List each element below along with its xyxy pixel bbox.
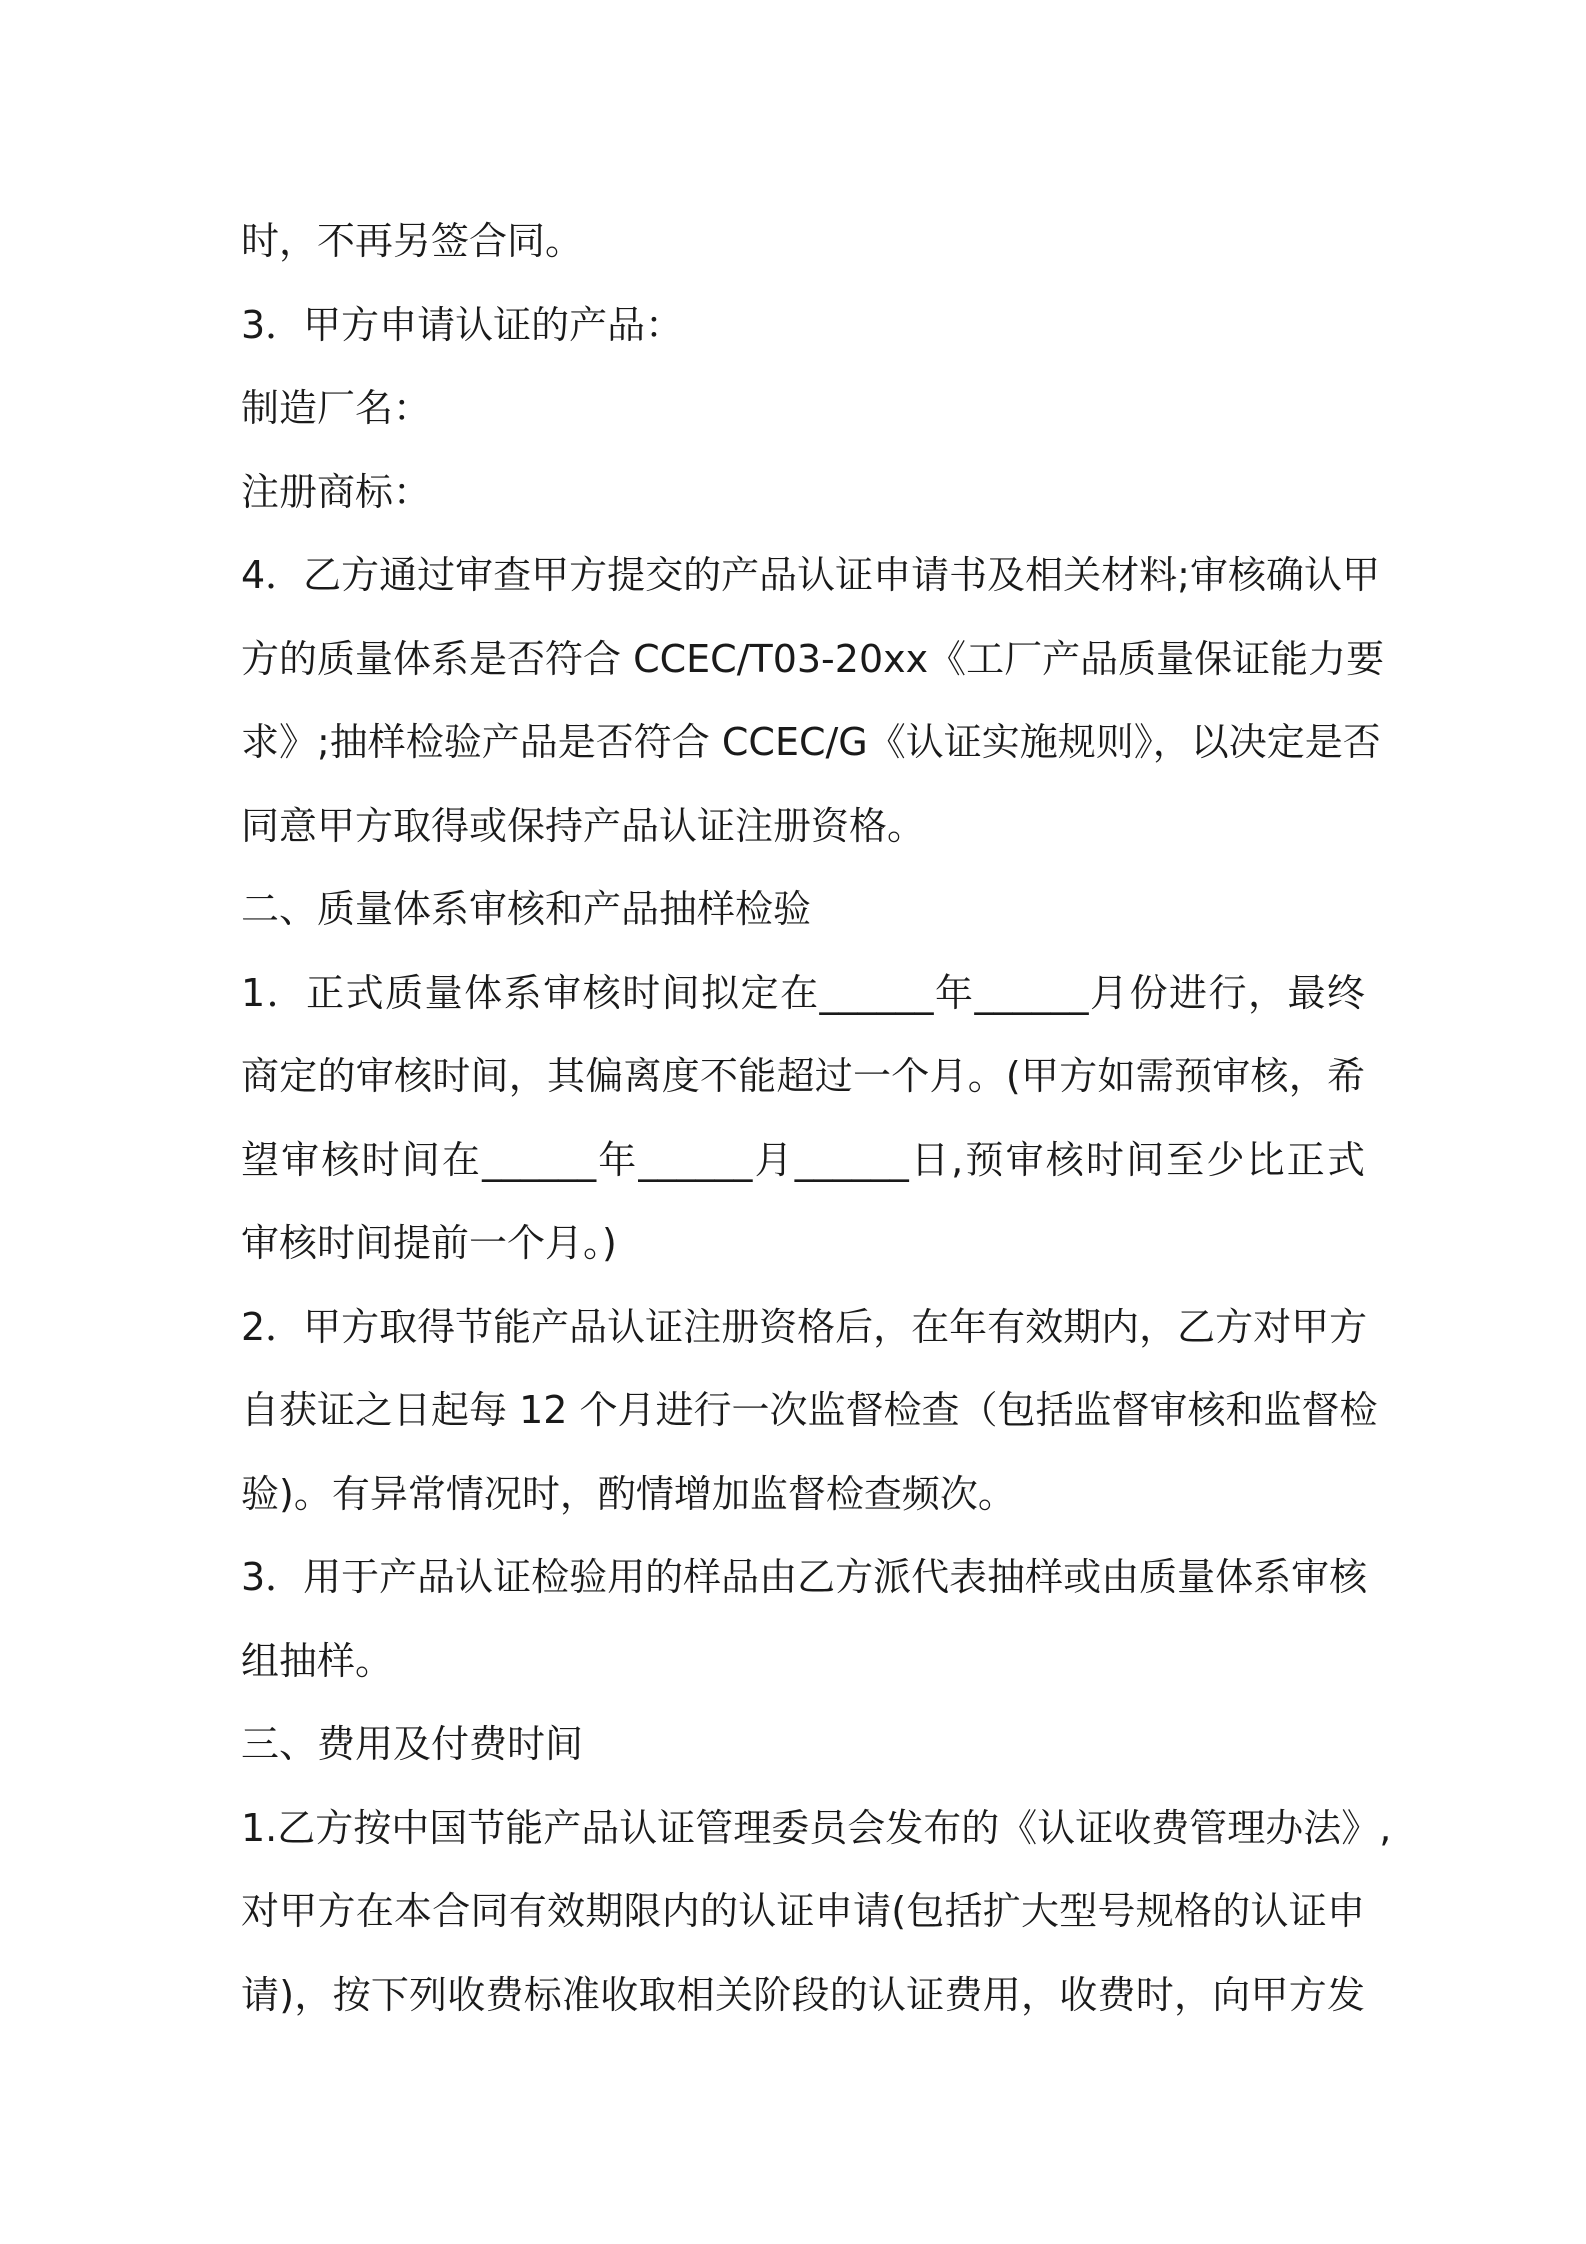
- text-line: 3．甲方申请认证的产品：: [241, 302, 684, 347]
- text-line: 1.乙方按中国节能产品认证管理委员会发布的《认证收费管理办法》,: [241, 1805, 1392, 1850]
- text-line: 对甲方在本合同有效期限内的认证申请(包括扩大型号规格的认证申: [241, 1889, 1365, 1933]
- text-line: 制造厂名：: [241, 386, 432, 430]
- text-line: 求》;抽样检验产品是否符合 CCEC/G《认证实施规则》，以决定是否: [241, 720, 1381, 764]
- text-line: 望审核时间在______年______月______日,预审核时间至少比正式: [241, 1137, 1365, 1182]
- document-body: [241, 200, 1392, 2037]
- text-line: 方的质量体系是否符合 CCEC/T03-20xx《工厂产品质量保证能力要: [241, 636, 1385, 681]
- text-line: 审核时间提前一个月。): [241, 1221, 617, 1265]
- text-line: 4．乙方通过审查甲方提交的产品认证申请书及相关材料;审核确认甲: [241, 553, 1380, 597]
- text-line: 组抽样。: [241, 1638, 394, 1683]
- text-line: 请)，按下列收费标准收取相关阶段的认证费用，收费时，向甲方发: [241, 1972, 1365, 2017]
- text-line: 注册商标：: [241, 469, 432, 514]
- text-line: 1．正式质量体系审核时间拟定在______年______月份进行，最终: [241, 970, 1365, 1015]
- text-line: 验)。有异常情况时，酌情增加监督检查频次。: [241, 1471, 1016, 1516]
- text-line: 时，不再另签合同。: [241, 219, 584, 263]
- text-line: 同意甲方取得或保持产品认证注册资格。: [241, 803, 926, 848]
- text-line: 2．甲方取得节能产品认证注册资格后，在年有效期内，乙方对甲方: [241, 1304, 1368, 1349]
- text-line: 商定的审核时间，其偏离度不能超过一个月。(甲方如需预审核，希: [241, 1054, 1365, 1098]
- section-heading: 二、质量体系审核和产品抽样检验: [241, 887, 812, 931]
- section-heading: 三、费用及付费时间: [241, 1722, 584, 1766]
- text-line: 自获证之日起每 12 个月进行一次监督检查（包括监督审核和监督检: [241, 1388, 1378, 1432]
- text-line: 3．用于产品认证检验用的样品由乙方派代表抽样或由质量体系审核: [241, 1555, 1368, 1599]
